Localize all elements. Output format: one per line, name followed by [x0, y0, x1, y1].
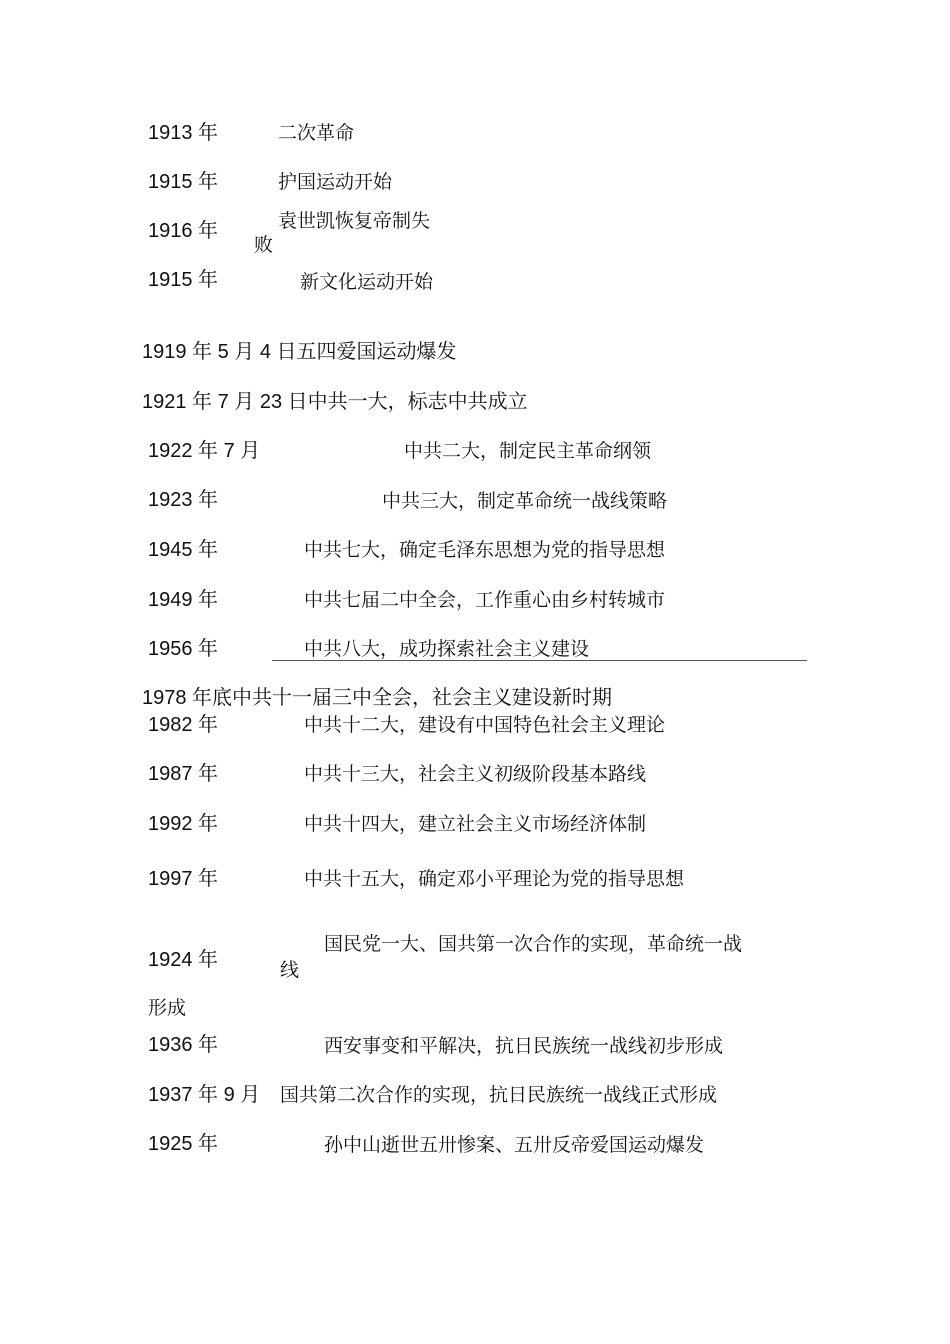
event-second-cooperation: 国共第二次合作的实现，抗日民族统一战线正式形成	[280, 1084, 718, 1106]
event-first-kmt-congress-cont: 线	[280, 959, 300, 981]
year-1997: 1997 年	[148, 868, 219, 890]
year-1945: 1945 年	[148, 539, 219, 561]
year-1922: 1922 年 7 月	[148, 440, 261, 462]
year-1925: 1925 年	[148, 1133, 219, 1155]
event-second-congress: 中共二大，制定民主革命纲领	[404, 440, 652, 462]
event-thirteenth-congress: 中共十三大，社会主义初级阶段基本路线	[304, 763, 647, 785]
event-second-revolution: 二次革命	[278, 122, 355, 144]
event-fourteenth-congress: 中共十四大，建立社会主义市场经济体制	[304, 813, 647, 835]
event-third-congress: 中共三大，制定革命统一战线策略	[382, 490, 668, 512]
year-1936: 1936 年	[148, 1034, 219, 1056]
event-seventh-second-plenum: 中共七届二中全会，工作重心由乡村转城市	[304, 589, 666, 611]
year-1982: 1982 年	[148, 714, 219, 736]
event-seventh-congress: 中共七大，确定毛泽东思想为党的指导思想	[304, 539, 666, 561]
line-may-fourth: 1919 年 5 月 4 日五四爱国运动爆发	[142, 341, 457, 363]
year-1915-b: 1915 年	[148, 269, 219, 291]
event-first-kmt-congress: 国民党一大、国共第一次合作的实现，革命统一战	[324, 933, 743, 955]
year-1915-a: 1915 年	[148, 171, 219, 193]
year-1956: 1956 年	[148, 638, 219, 660]
year-1923: 1923 年	[148, 489, 219, 511]
year-1992: 1992 年	[148, 813, 219, 835]
line-first-congress: 1921 年 7 月 23 日中共一大，标志中共成立	[142, 391, 528, 413]
event-new-culture: 新文化运动开始	[300, 271, 434, 293]
year-1987: 1987 年	[148, 763, 219, 785]
event-yuan-monarchy-cont: 败	[254, 234, 274, 256]
line-third-plenum: 1978 年底中共十一届三中全会，社会主义建设新时期	[142, 687, 613, 709]
event-twelfth-congress: 中共十二大，建设有中国特色社会主义理论	[304, 714, 666, 736]
year-1937: 1937 年 9 月	[148, 1084, 261, 1106]
year-1913: 1913 年	[148, 122, 219, 144]
event-may-thirtieth: 孙中山逝世五卅惨案、五卅反帝爱国运动爆发	[324, 1134, 705, 1156]
year-1916: 1916 年	[148, 220, 219, 242]
event-eighth-congress: 中共八大，成功探索社会主义建设	[304, 638, 590, 660]
event-first-kmt-congress-cont2: 形成	[148, 997, 187, 1019]
horizontal-rule	[272, 660, 807, 661]
event-yuan-monarchy: 袁世凯恢复帝制失	[278, 210, 431, 232]
year-1949: 1949 年	[148, 589, 219, 611]
event-national-protection: 护国运动开始	[278, 171, 393, 193]
event-xian-incident: 西安事变和平解决，抗日民族统一战线初步形成	[324, 1035, 724, 1057]
event-fifteenth-congress: 中共十五大，确定邓小平理论为党的指导思想	[304, 868, 685, 890]
year-1924: 1924 年	[148, 949, 219, 971]
